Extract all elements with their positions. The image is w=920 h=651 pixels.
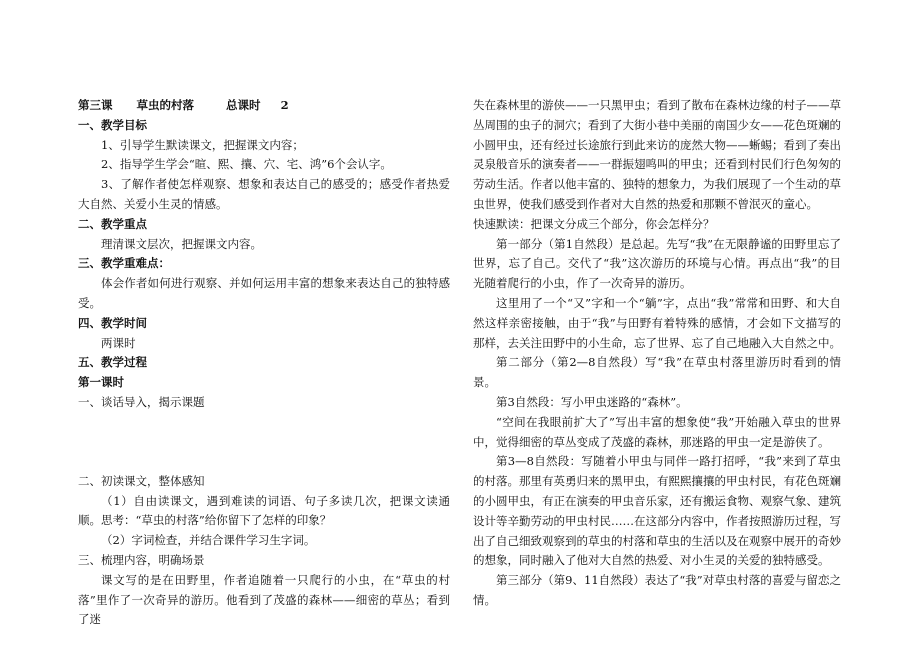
section-heading-goals: 一、教学目标 [78,117,147,132]
step-detail: （1）自由读课文，遇到难读的词语、句子多读几次，把课文读通顺。思考：“草虫的村落”给你留下了怎样的印象？ [78,493,450,528]
left-column [78,96,450,630]
blank-space [78,413,450,472]
goal-item: 3、了解作者使怎样观察、想象和表达自己的感受的；感受作者热爱大自然、关爱小生灵的情感。 [78,177,450,211]
lesson-title: 第三课 草虫的村落 总课时 2 [78,98,289,112]
paragraphs-three-to-eight: 第3—8自然段：写随着小甲虫与同伴一路打招呼，“我”来到了草虫的村落。那里有英勇归来的黑甲虫，有熙熙攘攘的甲虫村民，有花色斑斓的小圆甲虫，有正在演奏的甲虫音乐家，还有搬运食物、观察气象、建筑设计等辛勤劳动的甲虫村民……在这部分内容中，作者按照游历过程，写出了自己细致观察到的草虫的村落和草虫的生活以及在观察中展开的奇妙的想象，同时融入了他对大自然的热爱、对小生灵的关爱的独特感受。 [473,454,841,568]
step-detail: （2）字词检查，并结合课件学习生字词。 [101,533,316,548]
step-organize-content: 三、梳理内容，明确场景 [78,552,205,567]
section-heading-time: 四、教学时间 [78,315,147,330]
period-title: 第一课时 [78,375,124,390]
paragraph-three: 第3自然段：写小甲虫迷路的“森林”。 [496,394,688,409]
part-one-note: 这里用了一个“又”字和一个“躺”字，点出“我”常常和田野、和大自然这样亲密接触，由于“我”与田野有着特殊的感情，才会如下文描写的那样，去关注田野中的小生命，忘了世界、忘了自己地融入大自然之中。 [473,295,841,350]
summary-paragraph: 课文写的是在田野里，作者追随着一只爬行的小虫，在“草虫的村落”里作了一次奇异的游历。他看到了茂盛的森林——细密的草丛；看到了迷 [78,572,450,627]
difficulty-text: 体会作者如何进行观察、并如何运用丰富的想象来表达自己的独特感受。 [78,276,450,310]
summary-continuation: 失在森林里的游侠——一只黑甲虫；看到了散布在森林边缘的村子——草丛周围的虫子的洞穴；看到了大街小巷中美丽的南国少女——花色斑斓的小圆甲虫，还有经过长途旅行到此来访的庞然大物——蜥蜴；看到了奏出灵泉般音乐的演奏者——一群振翅鸣叫的甲虫；还看到村民们行色匆匆的劳动生活。作者以他丰富的、独特的想象力，为我们展现了一个生动的草虫世界，使我们感受到作者对大自然的热爱和那颗不曾泯灭的童心。 [473,98,841,211]
quick-read-question: 快速默读：把课文分成三个部分，你会怎样分？ [473,216,715,231]
right-column [473,96,841,611]
step-intro: 一、谈话导入，揭示课题 [78,394,205,409]
step-first-reading: 二、初读课文，整体感知 [78,473,205,488]
key-point-text: 理清课文层次，把握课文内容。 [101,236,262,251]
time-text: 两课时 [101,335,136,350]
part-one-paragraph: 第一部分（第1自然段）是总起。先写“我”在无限静谧的田野里忘了世界，忘了自己。交代了“我”这次游历的环境与心情。再点出“我”的目光随着爬行的小虫，作了一次奇异的游历。 [473,236,841,291]
paragraph-three-note: “空间在我眼前扩大了”写出丰富的想象使“我”开始融入草虫的世界中，觉得细密的草丛变成了茂盛的森林，那迷路的甲虫一定是游侠了。 [473,414,841,449]
part-two-paragraph: 第二部分（第2—8自然段）写“我”在草虫村落里游历时看到的情景。 [473,355,841,390]
section-heading-key-points: 二、教学重点 [78,216,147,231]
section-heading-difficulties: 三、教学重难点： [78,256,170,271]
part-three-paragraph: 第三部分（第9、11自然段）表达了“我”对草虫村落的喜爱与留恋之情。 [473,573,841,607]
goal-item: 2、指导学生学会“暄、熙、攘、穴、宅、鸿”6个会认字。 [101,157,392,172]
goal-item: 1、引导学生默读课文，把握课文内容； [101,137,304,152]
section-heading-process: 五、教学过程 [78,355,147,370]
